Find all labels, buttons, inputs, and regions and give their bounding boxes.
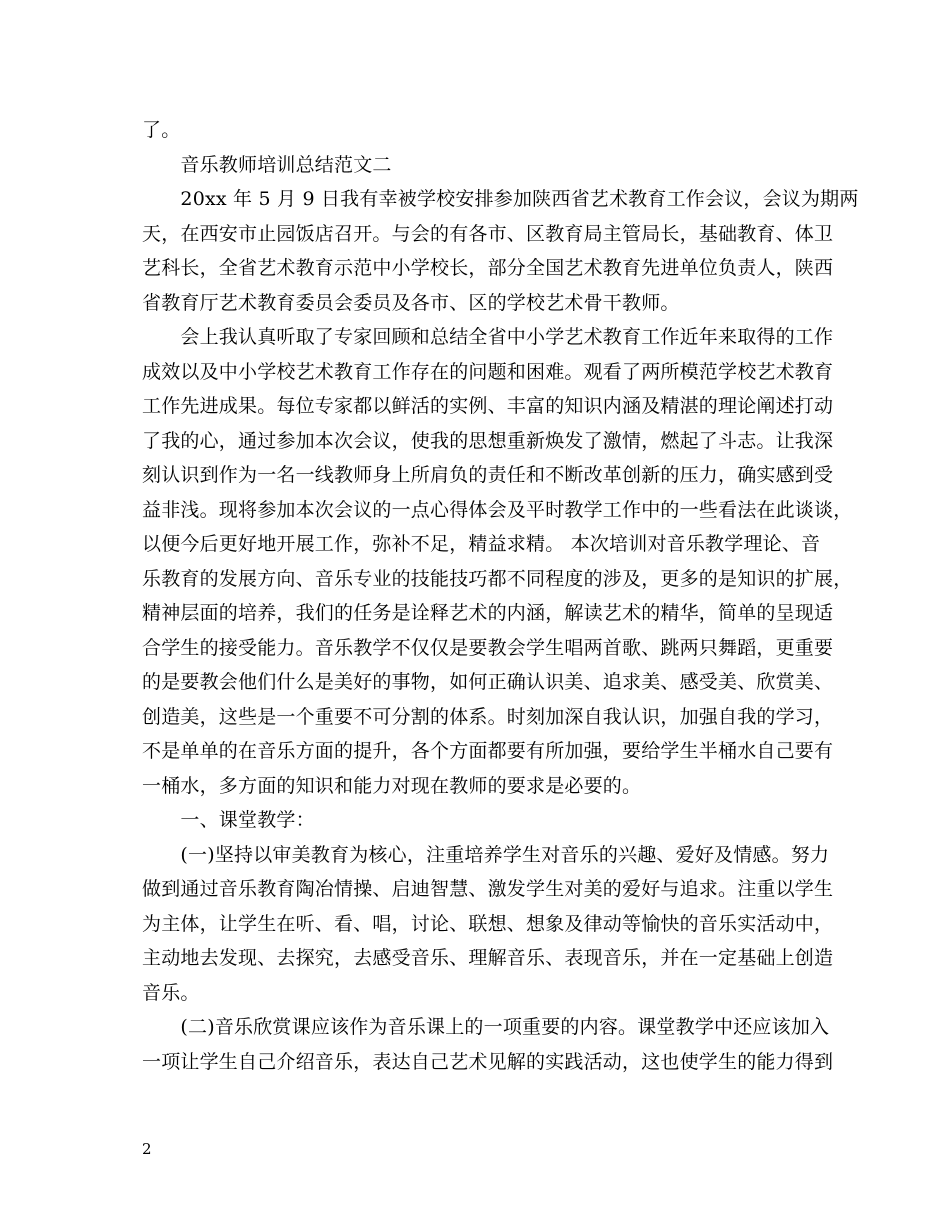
text-line: 艺科长，全省艺术教育示范中小学校长，部分全国艺术教育先进单位负责人，陕西 [142, 257, 834, 279]
text-line: 工作先进成果。每位专家都以鲜活的实例、丰富的知识内涵及精湛的理论阐述打动 [142, 395, 834, 417]
text-line: 创造美，这些是一个重要不可分割的体系。时刻加深自我认识，加强自我的学习， [142, 706, 834, 728]
page-number: 2 [142, 1140, 152, 1158]
text-line: 省教育厅艺术教育委员会委员及各市、区的学校艺术骨干教师。 [142, 292, 680, 314]
text-line: 一、课堂教学： [142, 809, 315, 831]
text-line: 音乐教师培训总结范文二 [142, 154, 392, 176]
text-line: 为主体，让学生在听、看、唱，讨论、联想、想象及律动等愉快的音乐实活动中， [142, 913, 834, 935]
text-line: 了我的心，通过参加本次会议，使我的思想重新焕发了激情，燃起了斗志。让我深 [142, 430, 834, 452]
text-line: 不是单单的在音乐方面的提升，各个方面都要有所加强，要给学生半桶水自己要有 [142, 740, 834, 762]
text-line: 做到通过音乐教育陶冶情操、启迪智慧、激发学生对美的爱好与追求。注重以学生 [142, 878, 834, 900]
text-line: 20xx 年 5 月 9 日我有幸被学校安排参加陕西省艺术教育工作会议，会议为期两 [142, 188, 859, 210]
text-line: 乐教育的发展方向、音乐专业的技能技巧都不同程度的涉及，更多的是知识的扩展， [142, 568, 853, 590]
text-line: 合学生的接受能力。音乐教学不仅仅是要教会学生唱两首歌、跳两只舞蹈，更重要 [142, 637, 834, 659]
text-line: 益非浅。现将参加本次会议的一点心得体会及平时教学工作中的一些看法在此谈谈， [142, 499, 853, 521]
text-line: 以便今后更好地开展工作，弥补不足，精益求精。 本次培训对音乐教学理论、音 [142, 533, 821, 555]
text-line: 会上我认真听取了专家回顾和总结全省中小学艺术教育工作近年来取得的工作 [142, 326, 834, 348]
text-line: 了。 [142, 119, 181, 141]
text-line: 天，在西安市止园饭店召开。与会的有各市、区教育局主管局长，基础教育、体卫 [142, 223, 834, 245]
text-line: 音乐。 [142, 982, 200, 1004]
text-line: (二)音乐欣赏课应该作为音乐课上的一项重要的内容。课堂教学中还应该加入 [142, 1016, 830, 1038]
text-line: 精神层面的培养，我们的任务是诠释艺术的内涵，解读艺术的精华，简单的呈现适 [142, 602, 834, 624]
text-line: 一桶水，多方面的知识和能力对现在教师的要求是必要的。 [142, 775, 642, 797]
text-line: 主动地去发现、去探究，去感受音乐、理解音乐、表现音乐，并在一定基础上创造 [142, 947, 834, 969]
text-line: 的是要教会他们什么是美好的事物，如何正确认识美、追求美、感受美、欣赏美、 [142, 671, 834, 693]
text-line: (一)坚持以审美教育为核心，注重培养学生对音乐的兴趣、爱好及情感。努力 [142, 844, 830, 866]
text-line: 一项让学生自己介绍音乐，表达自己艺术见解的实践活动，这也使学生的能力得到 [142, 1051, 834, 1073]
text-line: 成效以及中小学校艺术教育工作存在的问题和困难。观看了两所模范学校艺术教育 [142, 361, 834, 383]
text-line: 刻认识到作为一名一线教师身上所肩负的责任和不断改革创新的压力，确实感到受 [142, 464, 834, 486]
